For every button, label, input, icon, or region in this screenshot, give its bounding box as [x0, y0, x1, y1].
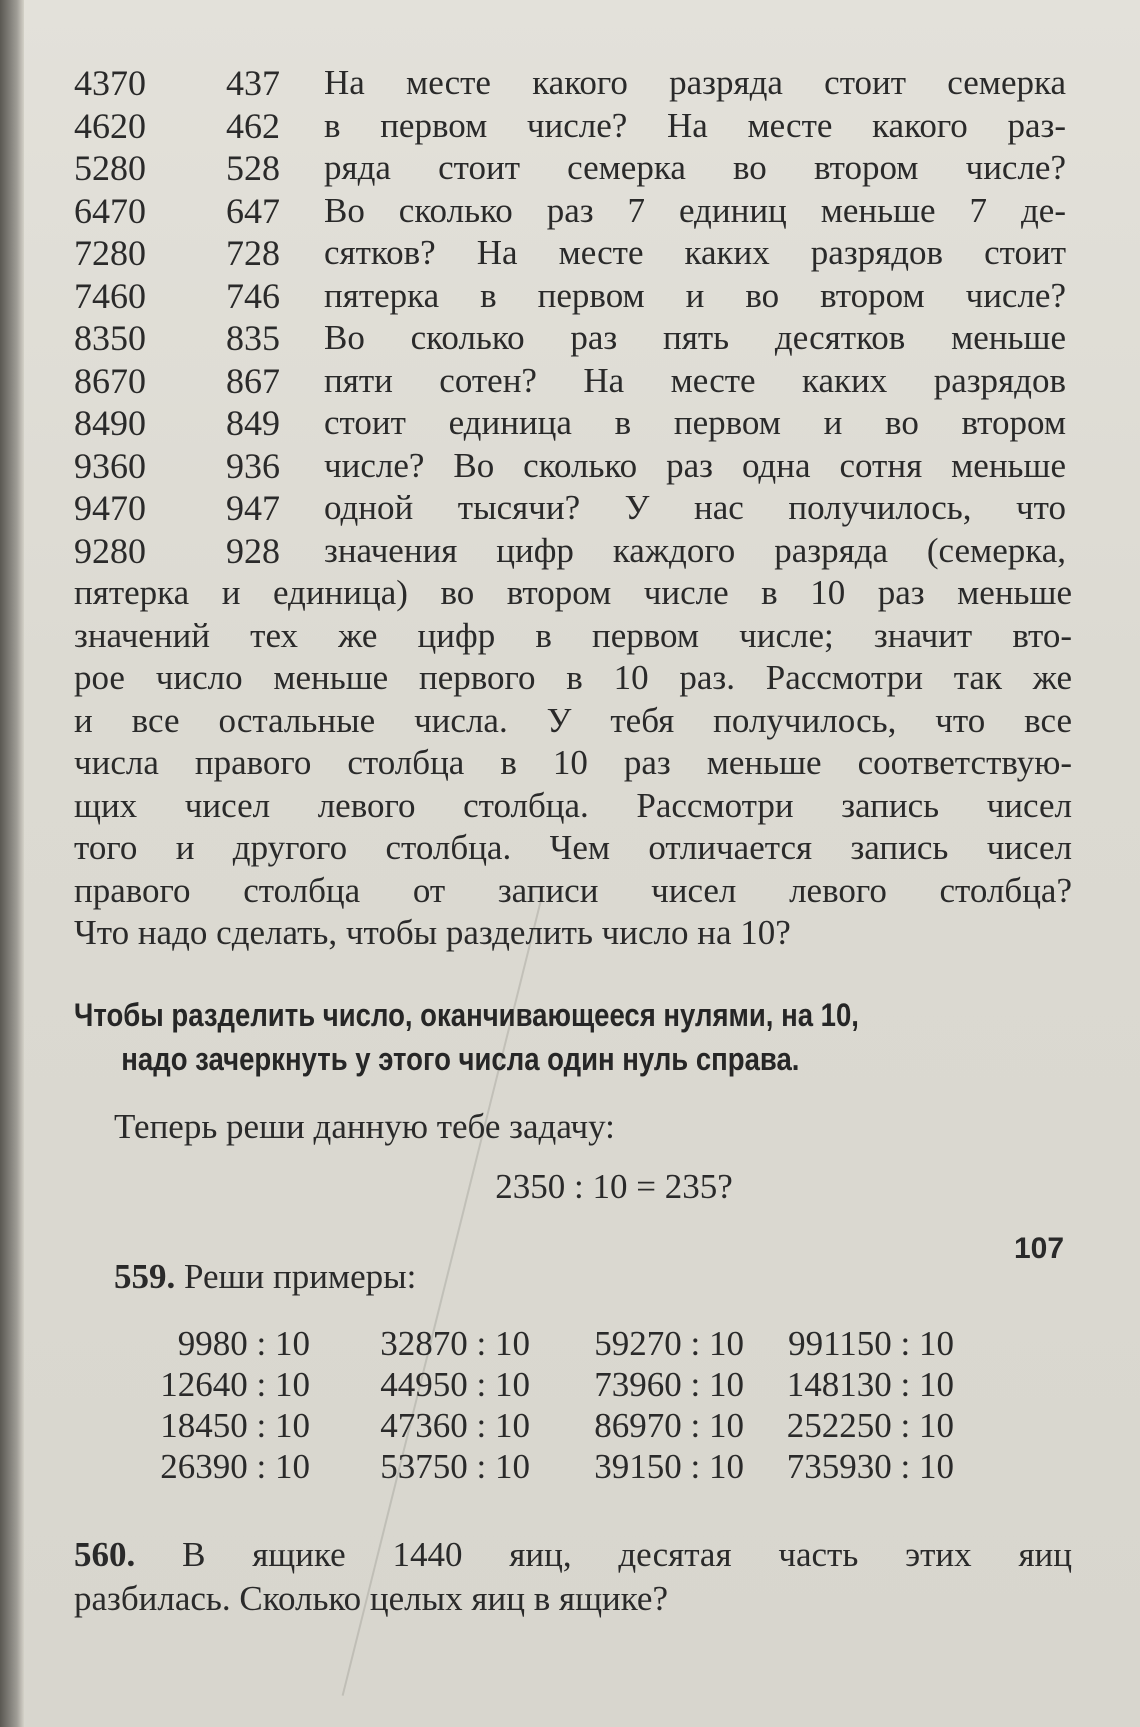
division-example: 47360 : 10: [380, 1405, 530, 1445]
division-example: 53750 : 10: [380, 1446, 530, 1486]
division-example: 26390 : 10: [160, 1446, 310, 1486]
right-column-number: 462: [226, 105, 280, 146]
task-560-line-2: разбилась. Сколько целых яиц в ящике?: [74, 1578, 668, 1618]
division-example: 18450 : 10: [160, 1405, 310, 1445]
text-line: щих чисел левого столбца. Рассмотри запись чисел: [74, 785, 1072, 825]
text-line: пяти сотен? На месте каких разрядов: [324, 360, 1066, 400]
division-example: 86970 : 10: [594, 1405, 744, 1445]
text-line: сятков? На месте каких разрядов стоит: [324, 233, 1066, 272]
left-column-number: 4370: [74, 63, 146, 103]
text-line: ряда стоит семерка во втором числе?: [324, 148, 1066, 187]
rule-line-2: надо зачеркнуть у этого числа один нуль справа.: [121, 1040, 800, 1077]
division-example: 44950 : 10: [380, 1364, 530, 1404]
text-line: Во сколько раз пять десятков меньше: [324, 318, 1066, 357]
division-example: 735930 : 10: [786, 1446, 954, 1486]
left-column-number: 8670: [74, 360, 146, 401]
left-column-number: 8350: [74, 318, 146, 358]
right-column-number: 437: [226, 63, 280, 103]
task-560-text-1: В ящике 1440 яиц, десятая часть этих яиц: [182, 1534, 1073, 1574]
text-line: числа правого столбца в 10 раз меньше соответствую-: [74, 743, 1072, 782]
division-example: 9980 : 10: [177, 1323, 310, 1363]
right-column-number: 867: [226, 360, 280, 401]
left-column-number: 9470: [74, 488, 146, 528]
text-line: правого столбца от записи чисел левого столбца?: [74, 870, 1072, 910]
right-column-number: 936: [226, 445, 280, 486]
left-column-number: 4620: [74, 105, 146, 146]
task-559-number: 559.: [114, 1256, 176, 1296]
left-column-number: 7460: [74, 275, 146, 316]
task-560-number: 560.: [74, 1534, 136, 1574]
right-column-number: 647: [226, 190, 280, 231]
right-column-number: 728: [226, 233, 280, 273]
number-columns-block: [74, 62, 1074, 572]
left-column-number: 5280: [74, 148, 146, 188]
text-line: значений тех же цифр в первом числе; значит вто-: [74, 615, 1072, 655]
division-example: 32870 : 10: [380, 1323, 530, 1363]
text-line: числе? Во сколько раз одна сотня меньше: [324, 445, 1066, 485]
division-example: 148130 : 10: [786, 1364, 954, 1404]
page-number: 107: [1014, 1232, 1065, 1265]
right-number-column: [210, 62, 280, 572]
division-example: 991150 : 10: [788, 1323, 954, 1363]
left-column-number: 8490: [74, 403, 146, 443]
left-column-number: 9280: [74, 530, 146, 571]
book-spine-shadow: [0, 0, 24, 1727]
left-number-column: [74, 62, 184, 572]
equation: 2350 : 10 = 235?: [495, 1166, 733, 1206]
left-column-number: 9360: [74, 445, 146, 486]
task-prompt: Теперь реши данную тебе задачу:: [114, 1106, 615, 1146]
task-559-title: Реши примеры:: [184, 1256, 417, 1296]
division-example: 59270 : 10: [594, 1323, 744, 1363]
text-line: того и другого столбца. Чем отличается запись чисел: [74, 828, 1072, 867]
explanation-paragraph: [74, 572, 1072, 955]
task-559-heading: [74, 1255, 1074, 1299]
text-line: пятерка в первом и во втором числе?: [324, 275, 1066, 315]
division-example: 73960 : 10: [594, 1364, 744, 1404]
text-line: Что надо сделать, чтобы разделить число на 10?: [74, 913, 791, 952]
text-line: в первом числе? На месте какого раз-: [324, 105, 1066, 145]
left-column-number: 7280: [74, 233, 146, 273]
text-line: одной тысячи? У нас получилось, что: [324, 488, 1066, 527]
task-560: [74, 1533, 1072, 1621]
right-column-number: 528: [226, 148, 280, 188]
text-line: рое число меньше первого в 10 раз. Рассмотри так же: [74, 658, 1072, 697]
text-line: пятерка и единица) во втором числе в 10 раз меньше: [74, 573, 1072, 612]
division-example: 12640 : 10: [160, 1364, 310, 1404]
right-column-number: 928: [226, 530, 280, 571]
division-example: 252250 : 10: [786, 1405, 954, 1445]
right-column-number: 746: [226, 275, 280, 316]
division-example: 39150 : 10: [594, 1446, 744, 1486]
questions-paragraph: [324, 62, 1066, 572]
right-column-number: 835: [226, 318, 280, 358]
left-column-number: 6470: [74, 190, 146, 231]
page-content: [74, 62, 1074, 1621]
division-rule: [74, 993, 1076, 1081]
text-line: и все остальные числа. У тебя получилось, что все: [74, 700, 1072, 740]
task-560-line-1: [74, 1533, 1072, 1577]
text-line: значения цифр каждого разряда (семерка,: [324, 530, 1066, 570]
text-line: На месте какого разряда стоит семерка: [324, 63, 1066, 102]
text-line: стоит единица в первом и во втором: [324, 403, 1066, 442]
text-line: Во сколько раз 7 единиц меньше 7 де-: [324, 190, 1066, 230]
right-column-number: 849: [226, 403, 280, 443]
rule-line-1: Чтобы разделить число, оканчивающееся нулями, на 10,: [74, 996, 859, 1033]
task-559-examples: [74, 1323, 1074, 1487]
right-column-number: 947: [226, 488, 280, 528]
